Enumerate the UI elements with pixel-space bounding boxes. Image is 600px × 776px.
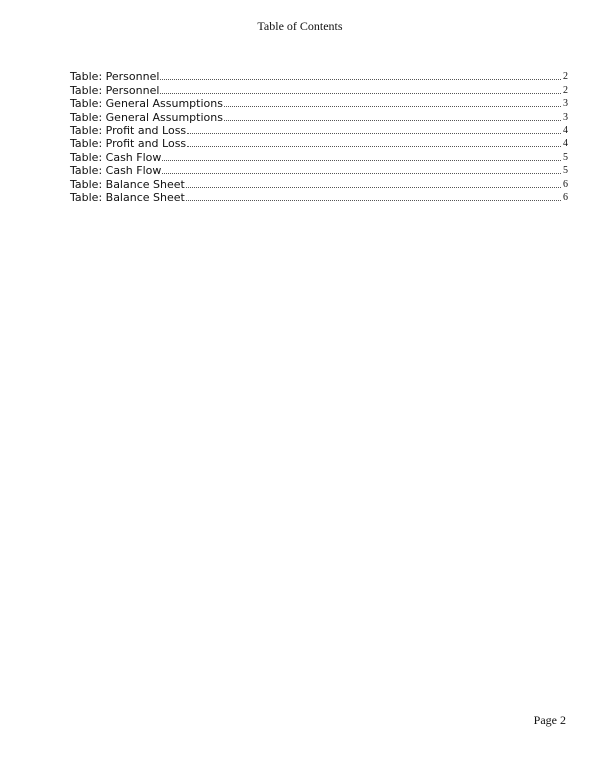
toc-entry[interactable] xyxy=(70,191,568,204)
toc-entry-label: Table: Balance Sheet xyxy=(70,190,185,204)
toc-entry-page: 2 xyxy=(563,71,568,83)
page-title: Table of Contents xyxy=(257,19,343,33)
toc-entry[interactable] xyxy=(70,177,568,190)
toc-entry[interactable] xyxy=(70,97,568,110)
toc-entry-page: 4 xyxy=(563,138,568,150)
toc-entry[interactable] xyxy=(70,150,568,163)
toc-entry-label: Table: Personnel xyxy=(70,83,160,97)
toc-entry-label: Table: Balance Sheet xyxy=(70,177,185,191)
toc-entry-label: Table: Cash Flow xyxy=(70,150,162,164)
toc-dot-leader xyxy=(224,119,561,121)
toc-entry-page: 5 xyxy=(563,151,568,163)
toc-dot-leader xyxy=(187,132,561,134)
toc-entry-label: Table: Personnel xyxy=(70,70,160,84)
toc-entry-page: 6 xyxy=(563,191,568,203)
toc-entry-page: 4 xyxy=(563,124,568,136)
toc-entry-page: 2 xyxy=(563,84,568,96)
toc-entry-label: Table: Profit and Loss xyxy=(70,137,187,151)
toc-dot-leader xyxy=(162,172,561,174)
toc-entry[interactable] xyxy=(70,83,568,96)
toc-entry-page: 6 xyxy=(563,178,568,190)
page-number-footer: Page 2 xyxy=(533,713,566,727)
toc-dot-leader xyxy=(224,105,561,107)
toc-entry[interactable] xyxy=(70,70,568,83)
toc-entry-label: Table: Profit and Loss xyxy=(70,123,187,137)
table-of-contents xyxy=(70,70,568,204)
toc-dot-leader xyxy=(186,199,561,201)
toc-entry-label: Table: Cash Flow xyxy=(70,164,162,178)
toc-dot-leader xyxy=(186,186,561,188)
toc-dot-leader xyxy=(162,159,561,161)
toc-entry-page: 5 xyxy=(563,165,568,177)
toc-entry[interactable] xyxy=(70,110,568,123)
toc-dot-leader xyxy=(187,145,561,147)
toc-dot-leader xyxy=(160,78,561,80)
toc-entry-page: 3 xyxy=(563,111,568,123)
toc-entry-page: 3 xyxy=(563,98,568,110)
toc-entry-label: Table: General Assumptions xyxy=(70,110,223,124)
toc-entry[interactable] xyxy=(70,164,568,177)
toc-entry-label: Table: General Assumptions xyxy=(70,97,223,111)
toc-entry[interactable] xyxy=(70,137,568,150)
toc-entry[interactable] xyxy=(70,124,568,137)
toc-dot-leader xyxy=(160,92,561,94)
